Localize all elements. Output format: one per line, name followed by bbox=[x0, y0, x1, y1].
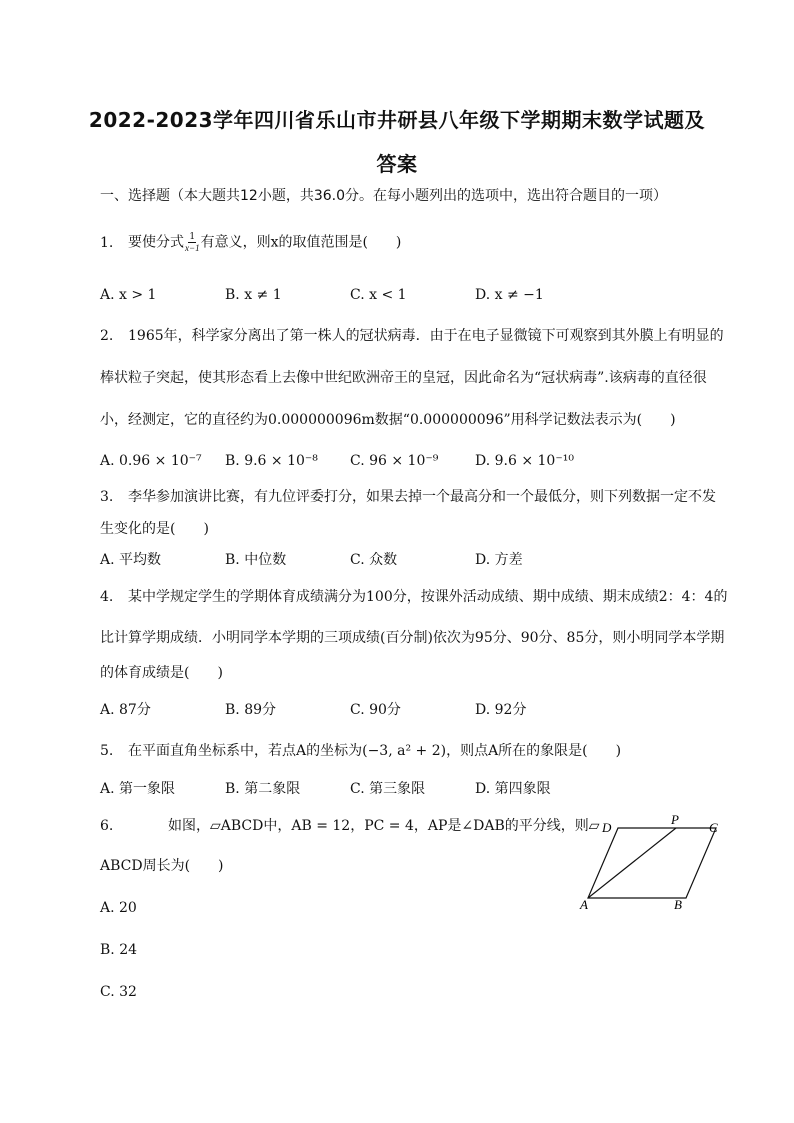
question-number: 6. bbox=[100, 818, 114, 834]
document-title-line1: 2022-2023学年四川省乐山市井研县八年级下学期期末数学试题及 bbox=[88, 108, 706, 132]
label-b: B bbox=[674, 897, 682, 910]
question-number: 4. bbox=[100, 589, 114, 605]
question-4-line2: 比计算学期成绩．小明同学本学期的三项成绩(百分制)依次为95分、90分、85分，则小明同学本学期 bbox=[100, 630, 725, 646]
option-b: B. 89分 bbox=[225, 702, 277, 718]
question-text: 1965年，科学家分离出了第一株人的冠状病毒．由于在电子显微镜下可观察到其外膜上有明显的 bbox=[128, 328, 724, 344]
option-a: A. 第一象限 bbox=[100, 781, 176, 797]
question-number: 2. bbox=[100, 328, 114, 344]
option-a: A. 20 bbox=[100, 900, 137, 916]
fraction bbox=[185, 232, 200, 253]
section-heading: 一、选择题（本大题共12小题，共36.0分。在每小题列出的选项中，选出符合题目的一项） bbox=[100, 188, 667, 204]
question-text: 在平面直角坐标系中，若点A的坐标为(−3, a² + 2)，则点A所在的象限是( ) bbox=[128, 743, 622, 759]
option-a: A. x > 1 bbox=[100, 287, 157, 303]
option-d: D. 第四象限 bbox=[475, 781, 551, 797]
segment-ap bbox=[588, 828, 676, 898]
label-d: D bbox=[602, 820, 612, 835]
question-text: 有意义，则x的取值范围是( ) bbox=[200, 234, 402, 251]
question-4-line1 bbox=[100, 587, 727, 607]
fraction-denominator: x−1 bbox=[185, 243, 200, 253]
question-6-line1 bbox=[100, 816, 600, 836]
option-d: D. 92分 bbox=[475, 702, 527, 718]
parallelogram-abcd bbox=[588, 828, 716, 898]
option-d: D. 方差 bbox=[475, 552, 523, 568]
option-a: A. 0.96 × 10⁻⁷ bbox=[100, 453, 202, 469]
fraction-numerator: 1 bbox=[189, 232, 196, 242]
question-4-line3: 的体育成绩是( ) bbox=[100, 665, 223, 681]
option-c: C. 90分 bbox=[350, 702, 401, 718]
option-c: C. x < 1 bbox=[350, 287, 407, 303]
question-2-line3: 小，经测定，它的直径约为0.000000096m数据“0.000000096”用科学记数法表示为( ) bbox=[100, 412, 676, 428]
question-2-line1 bbox=[100, 326, 724, 346]
label-p: P bbox=[671, 812, 679, 827]
question-2-line2: 棒状粒子突起，使其形态看上去像中世纪欧洲帝王的皇冠，因此命名为“冠状病毒”.该病毒的直径很 bbox=[100, 370, 707, 386]
option-a: A. 87分 bbox=[100, 702, 151, 718]
question-1 bbox=[100, 232, 401, 253]
question-3-line2: 生变化的是( ) bbox=[100, 521, 209, 537]
question-number: 3. bbox=[100, 489, 114, 505]
option-b: B. 中位数 bbox=[225, 552, 287, 568]
label-a: A bbox=[580, 897, 588, 910]
option-c: C. 第三象限 bbox=[350, 781, 426, 797]
question-3-line1 bbox=[100, 487, 716, 507]
question-text: 如图，▱ABCD中，AB = 12，PC = 4，AP是∠DAB的平分线，则▱ bbox=[168, 818, 600, 834]
question-6-line2: ABCD周长为( ) bbox=[100, 858, 224, 874]
option-b: B. x ≠ 1 bbox=[225, 287, 282, 303]
option-b: B. 第二象限 bbox=[225, 781, 301, 797]
option-d: D. 9.6 × 10⁻¹⁰ bbox=[475, 453, 574, 469]
question-5-line1 bbox=[100, 741, 621, 761]
question-text: 要使分式 bbox=[128, 234, 184, 251]
option-c: C. 众数 bbox=[350, 552, 398, 568]
question-number: 5. bbox=[100, 743, 114, 759]
label-c: C bbox=[709, 820, 718, 835]
parallelogram-figure bbox=[578, 810, 728, 910]
option-b: B. 24 bbox=[100, 942, 138, 958]
option-a: A. 平均数 bbox=[100, 552, 162, 568]
option-d: D. x ≠ −1 bbox=[475, 287, 544, 303]
option-b: B. 9.6 × 10⁻⁸ bbox=[225, 453, 318, 469]
document-title-line2: 答案 bbox=[376, 152, 418, 176]
option-c: C. 96 × 10⁻⁹ bbox=[350, 453, 439, 469]
question-text: 李华参加演讲比赛，有九位评委打分，如果去掉一个最高分和一个最低分，则下列数据一定不发 bbox=[128, 489, 716, 505]
option-c: C. 32 bbox=[100, 984, 137, 1000]
question-text: 某中学规定学生的学期体育成绩满分为100分，按课外活动成绩、期中成绩、期末成绩2：4：4的 bbox=[128, 589, 728, 605]
question-number: 1. bbox=[100, 234, 114, 251]
